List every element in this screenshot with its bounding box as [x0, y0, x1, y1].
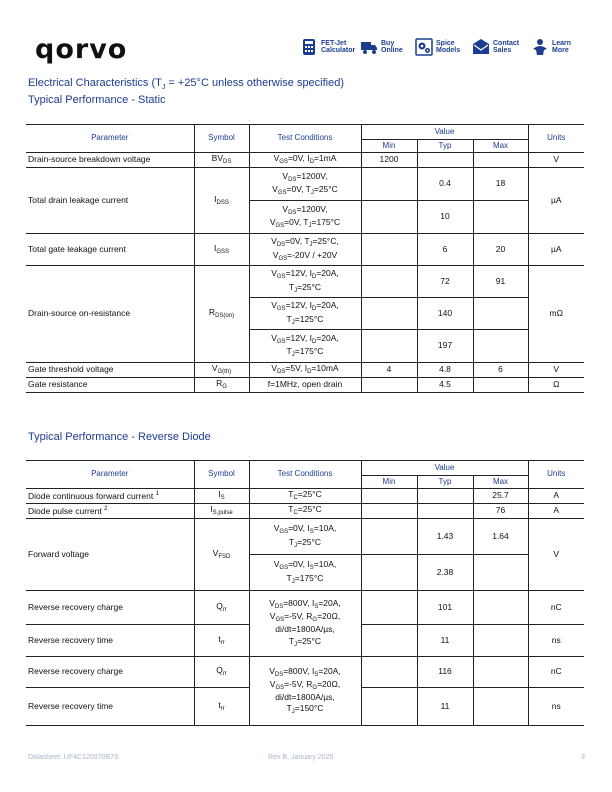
static-section-title: Typical Performance - Static	[28, 94, 166, 106]
reverse-diode-section-title: Typical Performance - Reverse Diode	[28, 431, 211, 443]
table-row: Gate resistance $R_G$ f=1MHz, open drain 4.5 Ω	[26, 378, 584, 393]
truck-icon	[360, 38, 378, 56]
table-row: Reverse recovery time $t_{rr}$ 11 ns	[26, 625, 584, 657]
table-row: Drain-source breakdown voltage $BV_{DS}$ $V_{GS}=0V$, $I_D=1mA$ 1200 V	[26, 153, 584, 168]
nav-label: Buy Online	[381, 39, 403, 54]
table-row: Reverse recovery charge $Q_{rr}$ $V_{DS}=800V$, $I_S=20A$, $V_{GS}=-5V$, $R_G=20\Omega$, di/dt=1800A/µs, $T_J=150^\circ C$ 116 nC	[26, 657, 584, 688]
static-table	[26, 124, 584, 393]
nav-label: Learn More	[552, 39, 572, 54]
col-conditions: Test Conditions	[249, 125, 361, 153]
col-parameter: Parameter	[26, 125, 194, 153]
table-row: $V_{GS}=12V$, $I_D=20A$, $T_J=175^\circ C$ 197	[26, 330, 584, 363]
col-units: Units	[528, 125, 584, 153]
col-value: Value	[361, 125, 528, 140]
calculator-icon	[300, 38, 318, 56]
table-row: $V_{DS}=1200V$, $V_{GS}=0V$, $T_J=175^\circ C$ 10	[26, 201, 584, 234]
table-row: Total gate leakage current $I_{GSS}$ $V_{DS}=0V$, $T_J=25^\circ C$, $V_{GS}=-20V / +20V$ 6 20 µA	[26, 234, 584, 266]
col-symbol: Symbol	[194, 461, 249, 489]
table-row: Drain-source on-resistance $R_{DS(on)}$ $V_{GS}=12V$, $I_D=20A$, $T_J=25^\circ C$ 72 91 mΩ	[26, 266, 584, 298]
nav-label: Contact Sales	[493, 39, 520, 54]
col-symbol: Symbol	[194, 125, 249, 153]
col-units: Units	[528, 461, 584, 489]
col-max: Max	[473, 476, 528, 489]
col-min: Min	[361, 140, 417, 153]
nav-label: FET-Jet Calculator	[321, 39, 356, 54]
col-conditions: Test Conditions	[249, 461, 361, 489]
col-parameter: Parameter	[26, 461, 194, 489]
footer-page-number: 3	[581, 754, 585, 761]
table-row: Diode pulse current $^2$ $I_{S,pulse}$ $T_C=25^\circ C$ 76 A	[26, 504, 584, 519]
col-value: Value	[361, 461, 528, 476]
table-row: Reverse recovery charge $Q_{rr}$ $V_{DS}=800V$, $I_S=20A$, $V_{GS}=-5V$, $R_G=20\Omega$, di/dt=1800A/µs, $T_J=25^\circ C$ 101 nC	[26, 591, 584, 625]
nav-label: Spice Models	[436, 39, 461, 54]
envelope-icon	[472, 38, 490, 56]
person-icon	[531, 38, 549, 56]
footer-revision: Rev B, January 2025	[268, 754, 334, 761]
table-row: Reverse recovery time $t_{rr}$ 11 ns	[26, 688, 584, 726]
nav-buy-online[interactable]	[360, 36, 403, 58]
nav-contact-sales[interactable]	[472, 36, 519, 58]
reverse-diode-table	[26, 460, 584, 726]
table-row: $V_{GS}=0V$, $I_S=10A$, $T_J=175^\circ C$ 2.38	[26, 555, 584, 591]
table-row: Forward voltage $V_{FSD}$ $V_{GS}=0V$, $I_S=10A$, $T_J=25^\circ C$ 1.43 1.64 V	[26, 519, 584, 555]
electrical-characteristics-heading: Electrical Characteristics ($T_J = +25^\circ C$ unless otherwise specified)	[28, 77, 345, 92]
col-typ: Typ	[417, 140, 473, 153]
table-row: Diode continuous forward current $^1$ $I_S$ $T_C=25^\circ C$ 25.7 A	[26, 489, 584, 504]
qorvo-logo: qorvo	[35, 34, 128, 65]
nav-spice-models[interactable]	[415, 36, 460, 58]
col-min: Min	[361, 476, 417, 489]
col-typ: Typ	[417, 476, 473, 489]
table-row: Gate threshold voltage $V_{G(th)}$ $V_{DS}=5V$, $I_D=10mA$ 4 4.8 6 V	[26, 363, 584, 378]
nav-fetjet-calculator[interactable]	[300, 36, 355, 58]
table-row: $V_{GS}=12V$, $I_D=20A$, $T_J=125^\circ C$ 140	[26, 298, 584, 330]
gears-icon	[415, 38, 433, 56]
footer-datasheet: Datasheet: UF4C120070B7S	[28, 754, 119, 761]
col-max: Max	[473, 140, 528, 153]
table-row: Total drain leakage current $I_{DSS}$ $V_{DS}=1200V$, $V_{GS}=0V$, $T_J=25^\circ C$ 0.4 18 µA	[26, 168, 584, 201]
nav-learn-more[interactable]	[531, 36, 571, 58]
